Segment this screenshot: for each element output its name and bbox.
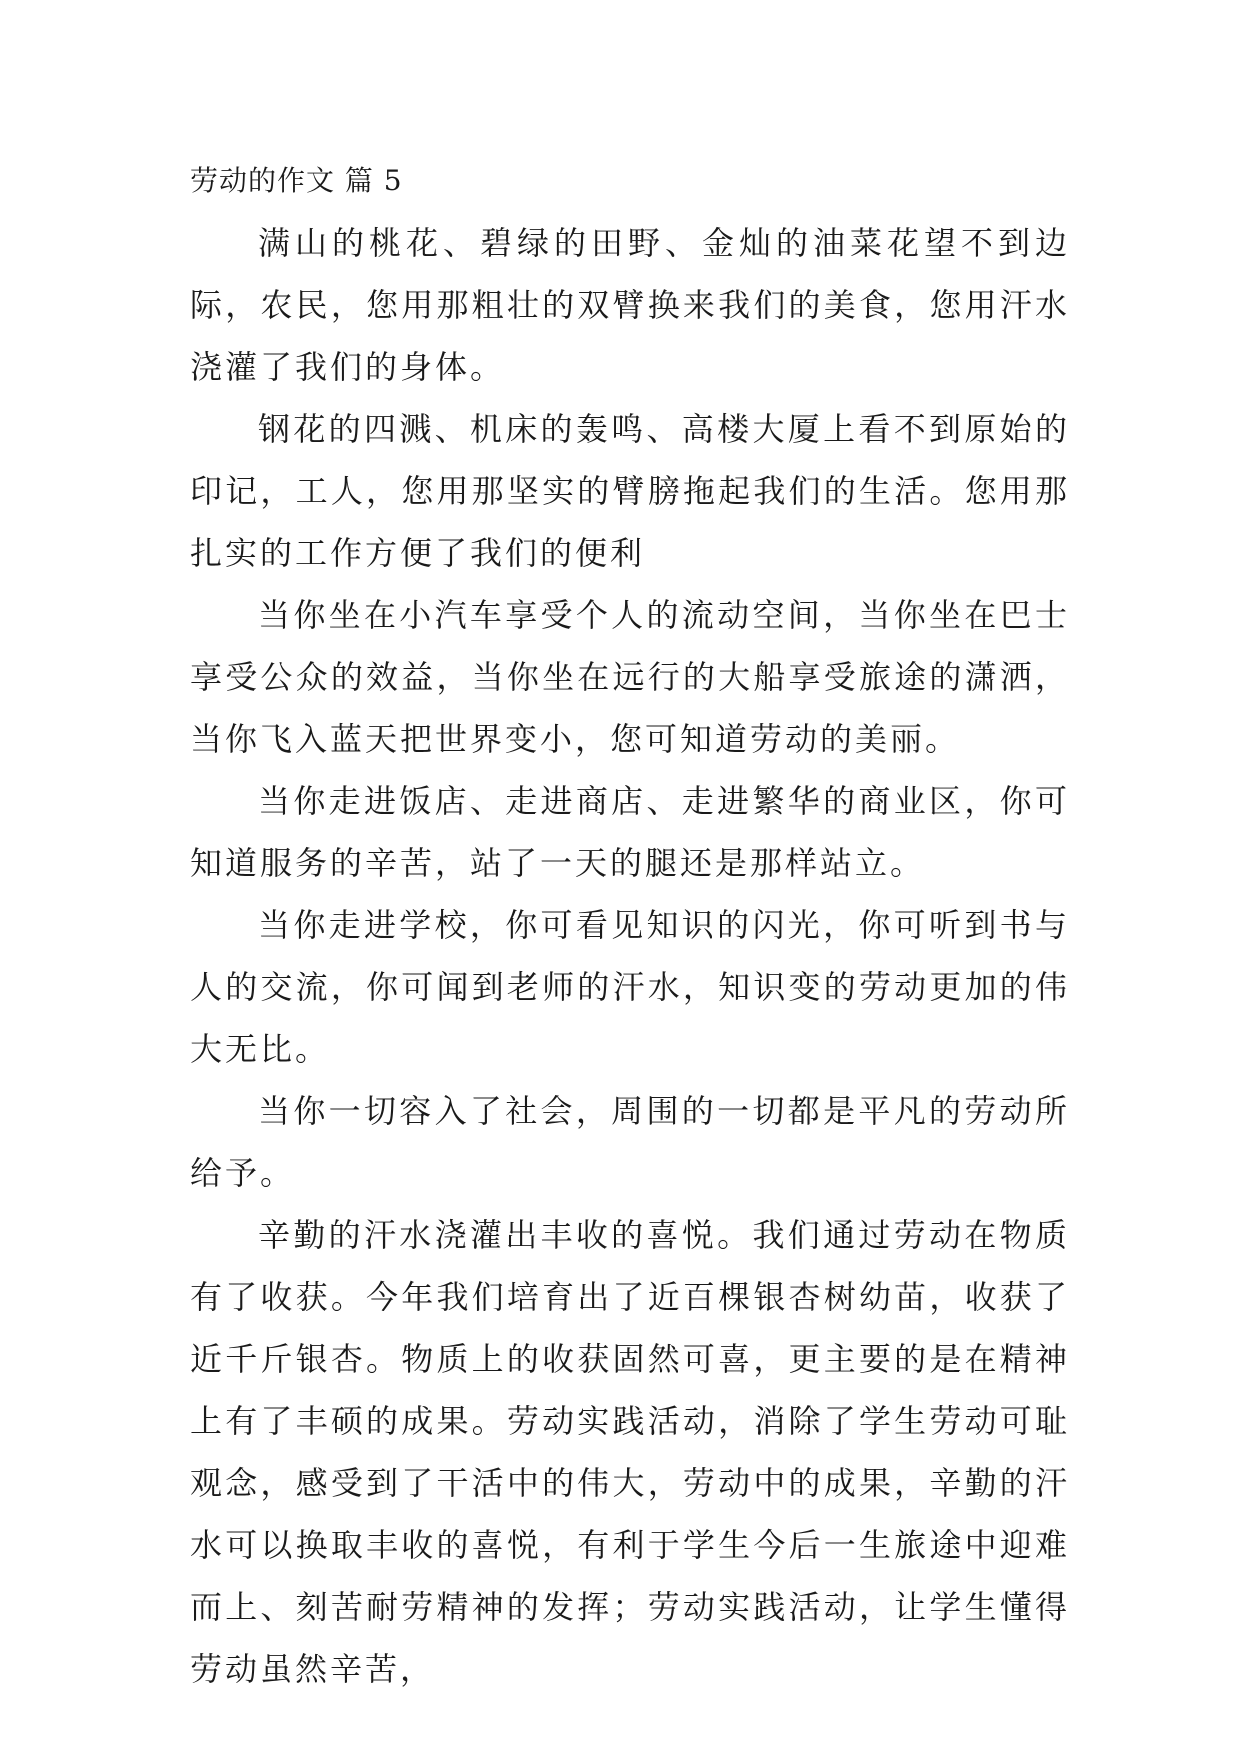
- paragraph: 当你坐在小汽车享受个人的流动空间，当你坐在巴士享受公众的效益，当你坐在远行的大船享受旅途的潇洒，当你飞入蓝天把世界变小，您可知道劳动的美丽。: [190, 596, 1070, 758]
- paragraph: 辛勤的汗水浇灌出丰收的喜悦。我们通过劳动在物质有了收获。今年我们培育出了近百棵银杏树幼苗，收获了近千斤银杏。物质上的收获固然可喜，更主要的是在精神上有了丰硕的成果。劳动实践活动，消除了学生劳动可耻观念，感受到了干活中的伟大，劳动中的成果，辛勤的汗水可以换取丰收的喜悦，有利于学生今后一生旅途中迎难而上、刻苦耐劳精神的发挥；劳动实践活动，让学生懂得劳动虽然辛苦，: [190, 1216, 1070, 1688]
- paragraph: 当你一切容入了社会，周围的一切都是平凡的劳动所给予。: [190, 1092, 1070, 1192]
- paragraph: 当你走进学校，你可看见知识的闪光，你可听到书与人的交流，你可闻到老师的汗水，知识变的劳动更加的伟大无比。: [190, 906, 1070, 1068]
- document-title: 劳动的作文 篇 5: [190, 164, 403, 197]
- document-body: [190, 162, 1070, 1700]
- paragraph: 当你走进饭店、走进商店、走进繁华的商业区，你可知道服务的辛苦，站了一天的腿还是那样站立。: [190, 782, 1070, 882]
- paragraph: 满山的桃花、碧绿的田野、金灿的油菜花望不到边际，农民，您用那粗壮的双臂换来我们的美食，您用汗水浇灌了我们的身体。: [190, 224, 1070, 386]
- paragraph: 钢花的四溅、机床的轰鸣、高楼大厦上看不到原始的印记，工人，您用那坚实的臂膀拖起我们的生活。您用那扎实的工作方便了我们的便利: [190, 410, 1070, 572]
